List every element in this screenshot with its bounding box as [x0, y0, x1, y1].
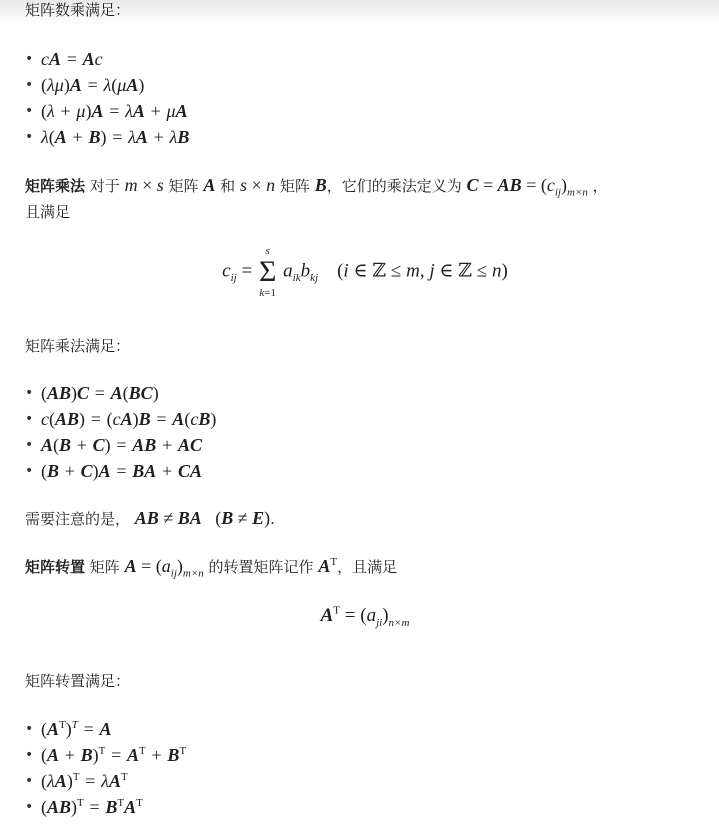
- scalar-rule: • λ(A + B) = λA + λB: [25, 124, 189, 150]
- trans-heading: 矩阵转置满足：: [25, 672, 131, 690]
- trans-text: 的转置矩阵记作: [208, 558, 314, 576]
- trans-text: 矩阵: [89, 558, 120, 576]
- mult-title: 矩阵乘法: [25, 177, 86, 195]
- scalar-rules-list: [25, 46, 189, 150]
- scalar-heading: 矩阵数乘满足：: [25, 1, 131, 19]
- scalar-rule: • (λμ)A = λ(μA): [25, 72, 189, 98]
- mult-text: ，: [592, 177, 608, 195]
- mult-rule: • (B + C)A = BA + CA: [25, 458, 216, 484]
- mult-text: ，它们的乘法定义为: [326, 177, 462, 195]
- mult-text: 矩阵: [168, 177, 199, 195]
- mult-text: 矩阵: [279, 177, 310, 195]
- note-formula: AB ≠ BA (B ≠ E): [134, 508, 271, 528]
- trans-rule: • $(A^T)^T = A$: [25, 716, 186, 742]
- mult-rule: • A(B + C) = AB + AC: [25, 432, 216, 458]
- mult-definition: 矩阵乘法 对于 m × s 矩阵 A 和 s × n 矩阵 B，它们的乘法定义为 C = AB = $(c_{ij})_{m\times n}$ ，: [25, 175, 608, 199]
- scalar-rule: • cA = Ac: [25, 46, 189, 72]
- mult-text: 和: [220, 177, 236, 195]
- note-line: [25, 508, 275, 529]
- trans-rules-list: [25, 716, 186, 820]
- mult-rules-list: [25, 380, 216, 484]
- trans-title: 矩阵转置: [25, 558, 86, 576]
- note-end: .: [270, 510, 275, 528]
- sum-symbol: s Σ k=1: [258, 245, 277, 299]
- trans-rule: • $(A + B)^T = A^T + B^T$: [25, 742, 186, 768]
- trans-rule: • $(AB)^T = B^TA^T$: [25, 794, 186, 820]
- trans-rule: • $(\lambda A)^T = \lambda A^T$: [25, 768, 186, 794]
- trans-formula: $A^T = (a_{ji})_{n\times m}$: [320, 604, 410, 629]
- mult-rule: • c(AB) = (cA)B = A(cB): [25, 406, 216, 432]
- mult-formula: $c_{ij}$ = s Σ k=1 $a_{ik}b_{kj}$ (i ∈ ℤ ≤ m, j ∈ ℤ ≤ n): [222, 245, 508, 299]
- mult-text-line2: 且满足: [25, 203, 71, 221]
- mult-text: 对于: [89, 177, 120, 195]
- note-text: 需要注意的是，: [25, 510, 131, 528]
- mult-heading: 矩阵乘法满足：: [25, 337, 131, 355]
- trans-text: ，且满足: [337, 558, 398, 576]
- mult-rule: • (AB)C = A(BC): [25, 380, 216, 406]
- trans-definition: 矩阵转置 矩阵 $A = (a_{ij})_{m\times n}$ 的转置矩阵记作 $A^T$，且满足: [25, 556, 398, 580]
- scalar-rule: • (λ + μ)A = λA + μA: [25, 98, 189, 124]
